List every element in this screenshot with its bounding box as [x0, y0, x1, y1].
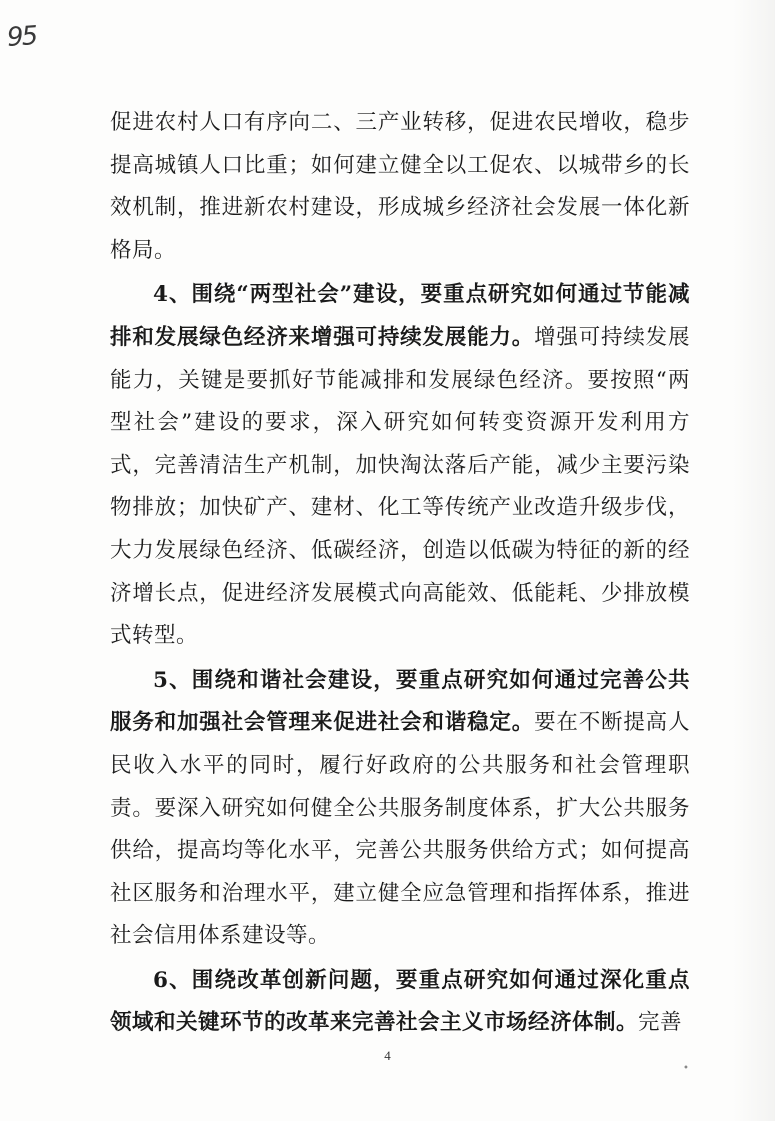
paragraph-item-5 [110, 660, 690, 958]
stray-mark: • [683, 1063, 689, 1074]
handwritten-page-mark: 95 [5, 21, 38, 53]
paragraph-text: 促进农村人口有序向二、三产业转移，促进农民增收，稳步提高城镇人口比重；如何建立健全以工促农、以城带乡的长效机制，推进新农村建设，形成城乡经济社会发展一体化新格局。 [110, 110, 690, 263]
paragraph-item-6 [110, 960, 690, 1045]
paragraph-heading: 4、围绕“两型社会”建设，要重点研究如何通过节能减排和发展绿色经济来增强可持续发展能力。 [110, 282, 690, 350]
paragraph-heading: 5、围绕和谐社会建设，要重点研究如何通过完善公共服务和加强社会管理来促进社会和谐稳定。 [110, 667, 690, 736]
document-body [110, 102, 690, 1045]
paragraph-item-4 [110, 274, 690, 657]
paragraph-text: 要在不断提高人民收入水平的同时，履行好政府的公共服务和社会管理职责。要深入研究如何健全公共服务制度体系，扩大公共服务供给，提高均等化水平，完善公共服务供给方式；如何提高社区服务和治理水平，建立健全应急管理和指挥体系，推进社会信用体系建设等。 [110, 710, 690, 949]
paragraph-text: 完善 [638, 1010, 683, 1036]
paragraph-text: 增强可持续发展能力，关键是要抓好节能减排和发展绿色经济。要按照“两型社会”建设的要求，深入研究如何转变资源开发利用方式，完善清洁生产机制，加快淘汰落后产能，减少主要污染物排放；加快矿产、建材、化工等传统产业改造升级步伐，大力发展绿色经济、低碳经济，创造以低碳为特征的新的经济增长点，促进经济发展模式向高能效、低能耗、少排放模式转型。 [110, 324, 690, 649]
page-number: 4 [384, 1048, 391, 1063]
paragraph-heading: 6、围绕改革创新问题，要重点研究如何通过深化重点领域和关键环节的改革来完善社会主义市场经济体制。 [110, 967, 690, 1036]
scan-edge-shadow [733, 0, 775, 1121]
paragraph-continuation [110, 102, 690, 272]
